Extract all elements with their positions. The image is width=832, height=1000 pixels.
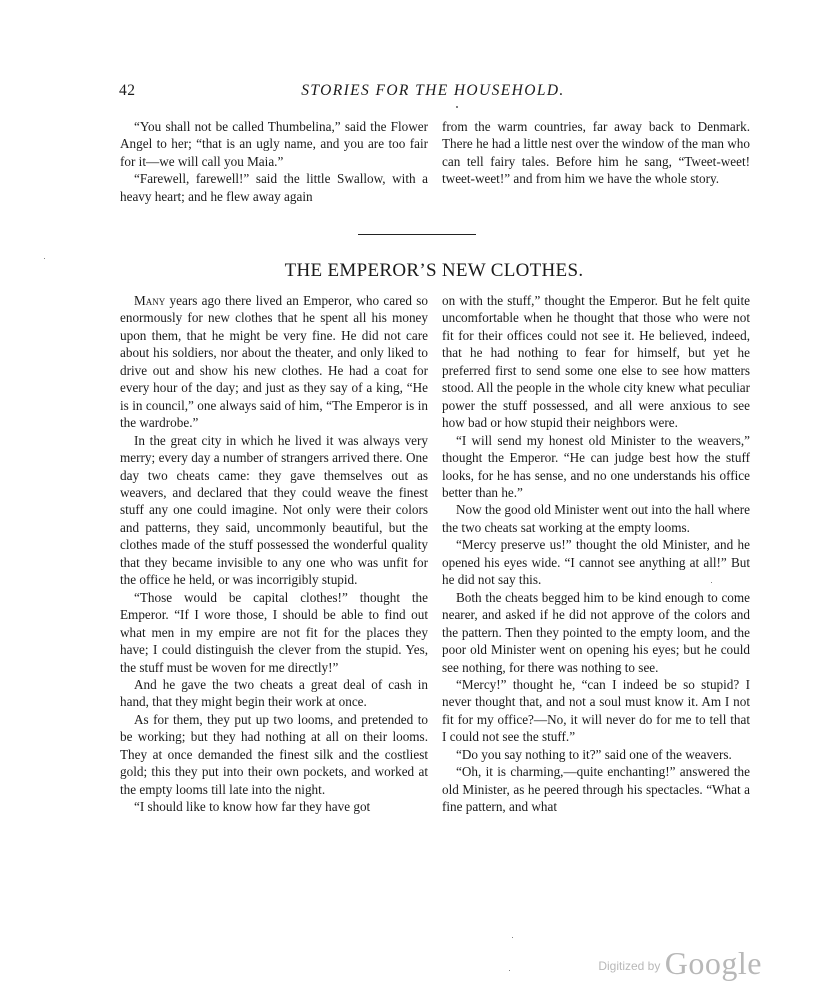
paragraph: “Mercy!” thought he, “can I indeed be so stupid? I never thought that, and not a soul must know it. Am I not fit for my office?—No, it will never do for me to tell that I could not see the stuff.” xyxy=(442,676,750,745)
paragraph: Both the cheats begged him to be kind enough to come nearer, and asked if he did not approve of the colors and the pattern. Then they pointed to the empty loom, and the poor old Minister went on opening his eyes; but he could see nothing, for there was nothing to see. xyxy=(442,589,750,675)
paragraph: Now the good old Minister went out into the hall where the two cheats sat working at the empty looms. xyxy=(442,502,750,535)
page-number: 42 xyxy=(119,82,136,99)
ink-speck xyxy=(711,582,712,583)
google-wordmark: Google xyxy=(664,945,762,981)
story-right-column xyxy=(442,292,750,816)
paragraph: from the warm countries, far away back to Denmark. There he had a little nest over the window of the man who can tell fairy tales. Before him he sang, “Tweet-weet! tweet-weet!” and from him we have the whole story. xyxy=(442,119,750,187)
paragraph: As for them, they put up two looms, and pretended to be working; but they had nothing at all on their looms. They at once demanded the finest silk and the costliest gold; this they put into their own pockets, and worked at the empty looms till late into the night. xyxy=(120,711,428,797)
running-head xyxy=(119,82,747,104)
running-title: STORIES FOR THE HOUSEHOLD. xyxy=(301,82,565,99)
paragraph: “Farewell, farewell!” said the little Swallow, with a heavy heart; and he flew away again xyxy=(120,171,428,204)
previous-story-ending-left-column xyxy=(120,118,428,205)
ink-speck xyxy=(509,970,510,971)
paragraph: “Oh, it is charming,—quite enchanting!” answered the old Minister, as he peered through his spectacles. “What a fine pattern, and what xyxy=(442,764,750,815)
paragraph: “Do you say nothing to it?” said one of the weavers. xyxy=(456,746,732,762)
opening-paragraph xyxy=(120,292,428,432)
ink-speck xyxy=(512,937,513,938)
dropcap-word: Many xyxy=(134,293,166,308)
paragraph: “Those would be capital clothes!” thought the Emperor. “If I wore those, I should be able to find out what men in my empire are not fit for the places they have; I could distinguish the clever from the stupid. Yes, the stuff must be woven for me directly!” xyxy=(120,589,428,675)
section-divider-rule xyxy=(358,234,476,235)
story-title: THE EMPEROR’S NEW CLOTHES. xyxy=(284,260,584,281)
ink-speck xyxy=(44,258,45,259)
paragraph: “I will send my honest old Minister to the weavers,” thought the Emperor. “He can judge best how the stuff looks, for he has sense, and no one understands his office better than he.” xyxy=(442,432,750,500)
paragraph: “I should like to know how far they have got xyxy=(134,799,371,815)
paragraph: And he gave the two cheats a great deal of cash in hand, that they might begin their work at once. xyxy=(120,676,428,710)
paragraph: on with the stuff,” thought the Emperor. But he felt quite uncomfortable when he thought that those who were not fit for their offices could not see it. He believed, indeed, that he had nothing to fear for himself, but yet he preferred first to send some one else to see how matters stood. All the people in the whole city knew what peculiar power the stuff possessed, and all were anxious to see how bad or how stupid their neighbors were. xyxy=(442,293,750,431)
story-left-column xyxy=(120,292,428,816)
paragraph: “You shall not be called Thumbelina,” said the Flower Angel to her; “that is an ugly name, and you are too fair for it—we will call you Maia.” xyxy=(120,119,428,169)
paragraph: “Mercy preserve us!” thought the old Minister, and he opened his eyes wide. “I cannot see anything at all!” But he did not say this. xyxy=(442,537,750,588)
paragraph: In the great city in which he lived it was always very merry; every day a number of strangers arrived there. One day two cheats came: they gave themselves out as weavers, and declared that they could weave the finest stuff any one could imagine. Not only were their colors and patterns, they said, uncommonly beautiful, but the clothes made of the stuff possessed the wonderful quality that they became invisible to any one who was unfit for the office he held, or was incorrigibly stupid. xyxy=(120,432,428,588)
ink-speck xyxy=(456,106,458,108)
opening-text: years ago there lived an Emperor, who cared so enormously for new clothes that he spent all his money upon them, that he might be very fine. He did not care about his soldiers, nor about the theater, and only liked to drive out and show his new clothes. He had a coat for every hour of the day; and just as they say of a king, “He is in council,” one always said of him, “The Emperor is in the wardrobe.” xyxy=(120,293,428,431)
watermark-prefix: Digitized by xyxy=(598,959,661,973)
digitized-by-google-watermark xyxy=(598,945,762,982)
previous-story-ending-right-column xyxy=(442,118,750,188)
